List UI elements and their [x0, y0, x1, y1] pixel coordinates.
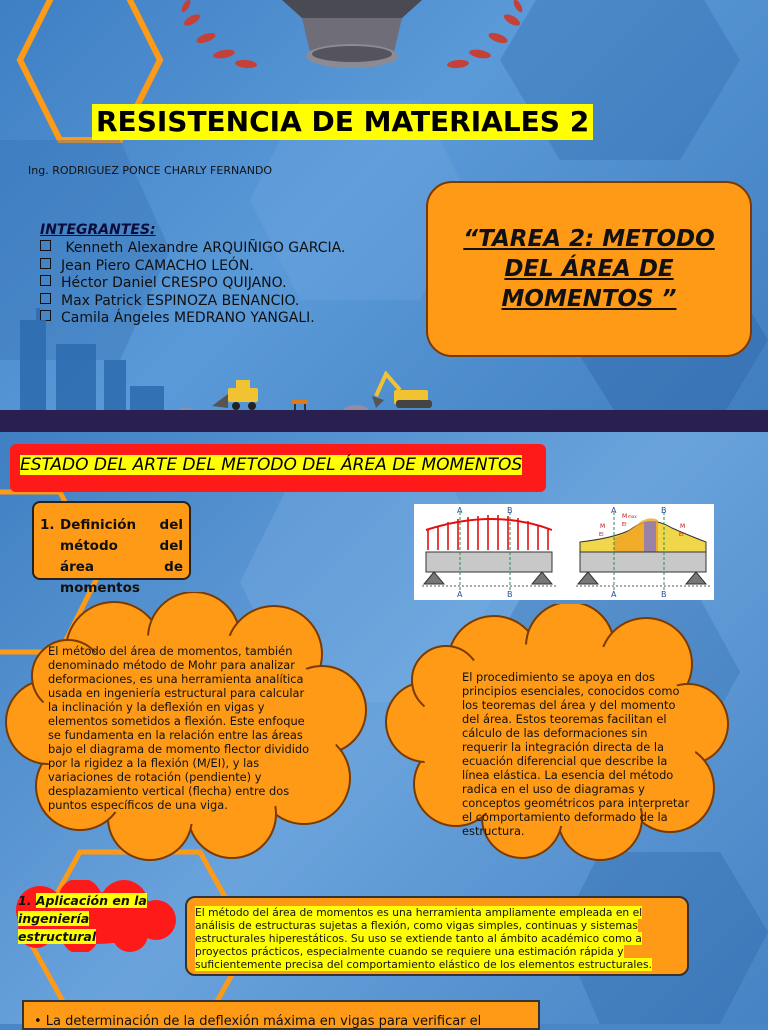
section-heading-box [10, 444, 546, 492]
checkbox-bullet-icon [40, 275, 51, 286]
assignment-title: “TAREA 2: METODO DEL ÁREA DE MOMENTOS ” [463, 226, 715, 312]
definition-line: momentos [60, 580, 140, 596]
ground-strip [0, 410, 768, 432]
slide-cover [0, 0, 768, 432]
course-title: RESISTENCIA DE MATERIALES 2 [92, 104, 593, 140]
graduation-cap-icon [172, 0, 532, 80]
moment-diagram-beam [576, 512, 710, 590]
label-b: B [661, 590, 667, 599]
definition-line: método del [60, 538, 183, 554]
label-b: B [661, 506, 667, 515]
label-m-b-ei: EI [679, 532, 684, 538]
professor-name: Ing. RODRIGUEZ PONCE CHARLY FERNANDO [28, 164, 273, 177]
definition-box [32, 501, 191, 596]
label-m-b: M [680, 523, 686, 530]
cloud-text-left: El método del área de momentos, también denominado método de Mohr para analizar deformaciones, es una herramienta analítica usada en ingeniería estructural para calcular la inclinación y la deflexión en vigas y elementos sometidos a flexión. Este enfoque se fundamenta en la relación entre las áreas bajo el diagrama de momento flector dividido por la rigidez a la flexión (M/EI), y las variaciones de rotación (pendiente) y desplazamiento vertical (flecha) entre dos puntos específicos de una viga. [48, 644, 310, 812]
label-a: A [457, 506, 463, 515]
label-max: max [628, 514, 637, 519]
label-b: B [507, 590, 513, 599]
bulldozer-icon [212, 380, 258, 410]
checkbox-bullet-icon [40, 240, 51, 251]
definition-line: área de [60, 559, 183, 575]
bullet-text: • La determinación de la deflexión máxima en vigas para verificar el [34, 1014, 482, 1029]
excavator-icon [372, 374, 432, 408]
label-m-max: M [622, 513, 628, 520]
list-item: Max Patrick ESPINOZA BENANCIO. [40, 293, 345, 311]
label-a: A [611, 506, 617, 515]
beam-diagram [414, 504, 714, 600]
bullet-box [22, 1000, 540, 1030]
label-a: A [457, 590, 463, 599]
application-label [18, 892, 158, 946]
members-heading: INTEGRANTES: [40, 222, 156, 238]
definition-number: 1. [40, 517, 55, 533]
section-heading: ESTADO DEL ARTE DEL METODO DEL ÁREA DE MOMENTOS [20, 455, 523, 475]
application-title: Aplicación en la ingeniería estructural [18, 893, 147, 944]
distributed-load-beam [422, 512, 556, 590]
beam-diagram-svg [414, 504, 714, 600]
list-item: Héctor Daniel CRESPO QUIJANO. [40, 275, 345, 293]
city-construction-illustration [0, 300, 768, 420]
list-item: Jean Piero CAMACHO LEÓN. [40, 258, 345, 276]
cloud-text-right: El procedimiento se apoya en dos principios esenciales, conocidos como los teoremas del área y del momento del área. Estos teoremas facilitan el cálculo de las deformaciones sin requerir la integración directa de la ecuación diferencial que describe la línea elástica. La esencia del método radica en el uso de diagramas y conceptos geométricos para interpretar el comportamiento deformado de la estructura. [462, 670, 690, 838]
label-b: B [507, 506, 513, 515]
label-m-a: M [600, 523, 606, 530]
label-m-max-ei: EI [622, 522, 627, 528]
label-a: A [611, 590, 617, 599]
definition-line: Definición del [60, 517, 183, 533]
application-paragraph [185, 896, 689, 976]
list-item: Camila Ángeles MEDRANO YANGALI. [40, 310, 345, 328]
roadblock-icon [292, 400, 308, 410]
list-item: Kenneth Alexandre ARQUIÑIGO GARCIA. [40, 240, 345, 258]
checkbox-bullet-icon [40, 258, 51, 269]
label-m-a-ei: EI [599, 532, 604, 538]
application-text: El método del área de momentos es una herramienta ampliamente empleada en el análisis de estructuras sujetas a flexión, como vigas simples, continuas y sistemas estructurales hiperestáticos. Su uso se extiende tanto al ámbito académico como a proyectos prácticos, especialmente cuando se requiere una estimación rápida y suficientemente precisa del comportamiento elástico de los elementos estructurales. [195, 906, 652, 971]
application-number: 1. [18, 893, 32, 908]
